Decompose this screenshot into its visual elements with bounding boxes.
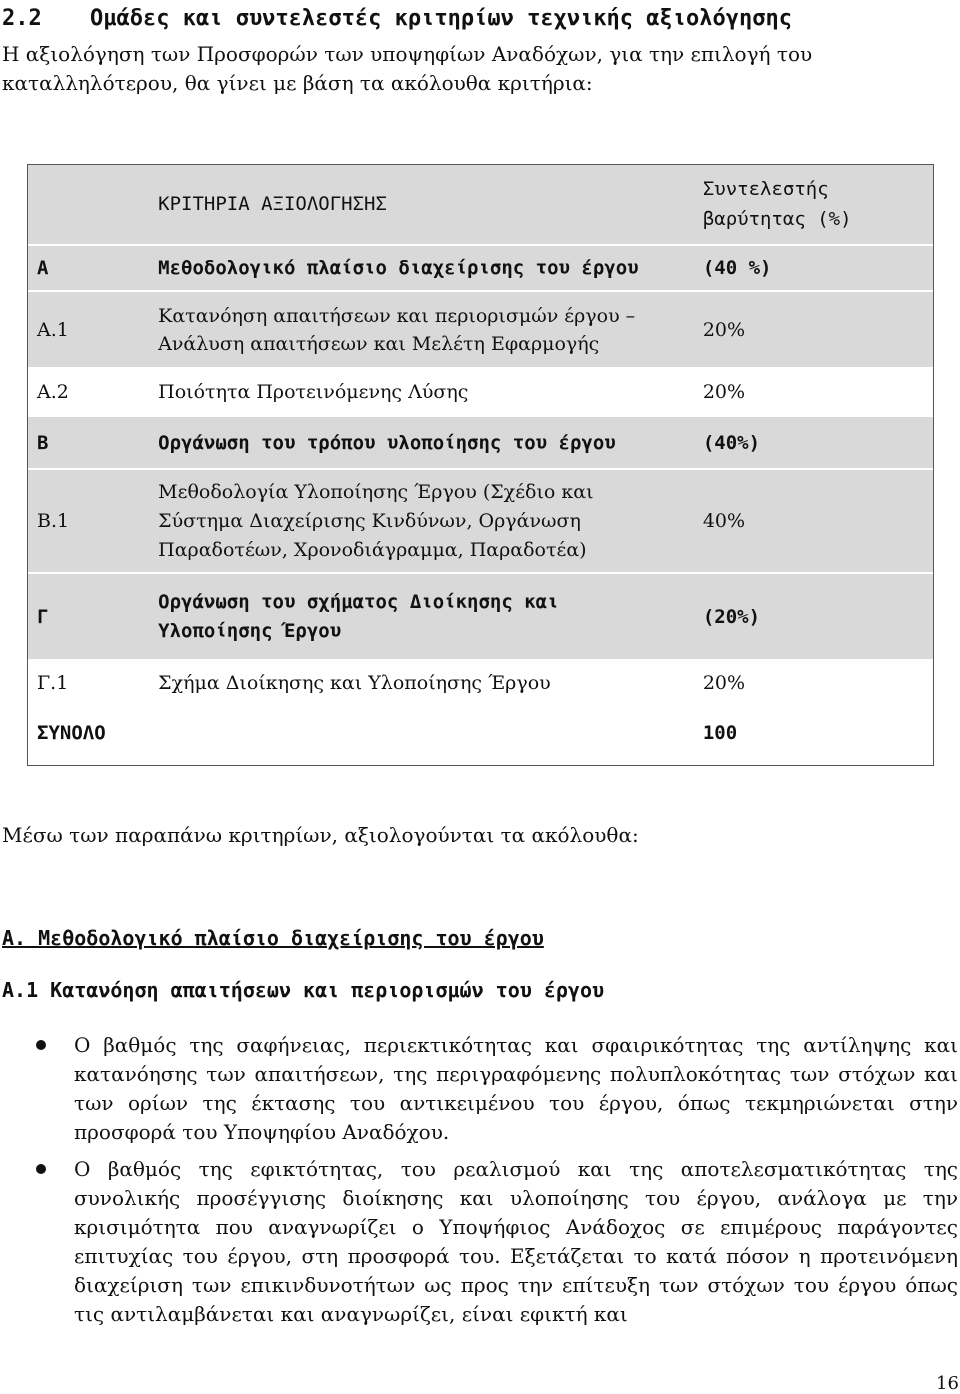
table-row: Γ.1 Σχήμα Διοίκησης και Υλοποίησης Έργου 20% <box>27 659 934 707</box>
bullet-icon <box>36 1164 46 1174</box>
page-number: 16 <box>936 1373 959 1394</box>
table-row: Β Οργάνωση του τρόπου υλοποίησης του έργου (40%) <box>27 417 934 469</box>
intro-paragraph: Η αξιολόγηση των Προσφορών των υποψηφίων Αναδόχων, για την επιλογή του καταλληλότερου, θα γίνει με βάση τα ακόλουθα κριτήρια: <box>2 42 813 95</box>
section-number: 2.2 <box>2 6 42 31</box>
table-row: Γ Οργάνωση του σχήματος Διοίκησης και Υλοποίησης Έργου (20%) <box>27 573 934 659</box>
table-row: Α.2 Ποιότητα Προτεινόμενης Λύσης 20% <box>27 367 934 417</box>
bullet-icon <box>36 1040 46 1050</box>
header-criteria: ΚΡΙΤΗΡΙΑ ΑΞΙΟΛΟΓΗΣΗΣ <box>138 164 693 245</box>
table-total-row: ΣΥΝΟΛΟ 100 <box>27 707 934 767</box>
header-weight: Συντελεστής βαρύτητας (%) <box>693 164 934 245</box>
subsection-a1-heading: Α.1 Κατανόηση απαιτήσεων και περιορισμών του έργου <box>2 978 605 1002</box>
table-header-row <box>27 164 934 245</box>
section-title: Ομάδες και συντελεστές κριτηρίων τεχνικής αξιολόγησης <box>90 6 792 31</box>
list-item: Ο βαθμός της εφικτότητας, του ρεαλισμού και της αποτελεσματικότητας της συνολικής προσέγγισης διοίκησης και υλοποίησης του έργου, ανάλογα με την κρισιμότητα που αναγνωρίζει ο Υποψήφιος Ανάδοχος σε επιμέρους παράγοντες επιτυχίας του έργου, στη προσφορά του. Εξετάζεται το κατά πόσον η προτεινόμενη διαχείριση των επικινδυνοτήτων ως προς την επίτευξη των στόχων του έργου όπως τις αντιλαμβάνεται και αναγνωρίζει, είναι εφικτή και <box>74 1157 958 1326</box>
table-row: Β.1 Μεθοδολογία Υλοποίησης Έργου (Σχέδιο και Σύστημα Διαχείρισης Κινδύνων, Οργάνωση Παραδοτέων, Χρονοδιάγραμμα, Παραδοτέα) 40% <box>27 469 934 573</box>
list-item: Ο βαθμός της σαφήνειας, περιεκτικότητας και σφαιρικότητας της αντίληψης και κατανόησης των απαιτήσεων, της περιγραφόμενης πολυπλοκότητας των στόχων και των ορίων της έκτασης του αντικειμένου του έργου, όπως τεκμηριώνεται στην προσφορά του Υποψηφίου Αναδόχου. <box>74 1033 958 1144</box>
table-row: Α.1 Κατανόηση απαιτήσεων και περιορισμών έργου – Ανάλυση απαιτήσεων και Μελέτη Εφαρμογής 20% <box>27 291 934 367</box>
subsection-a-heading: Α. Μεθοδολογικό πλαίσιο διαχείρισης του έργου <box>2 926 544 950</box>
table-row: Α Μεθοδολογικό πλαίσιο διαχείρισης του έργου (40 %) <box>27 245 934 291</box>
after-table-paragraph: Μέσω των παραπάνω κριτηρίων, αξιολογούνται τα ακόλουθα: <box>2 823 639 847</box>
criteria-table <box>27 164 934 767</box>
section-heading <box>0 2 960 32</box>
